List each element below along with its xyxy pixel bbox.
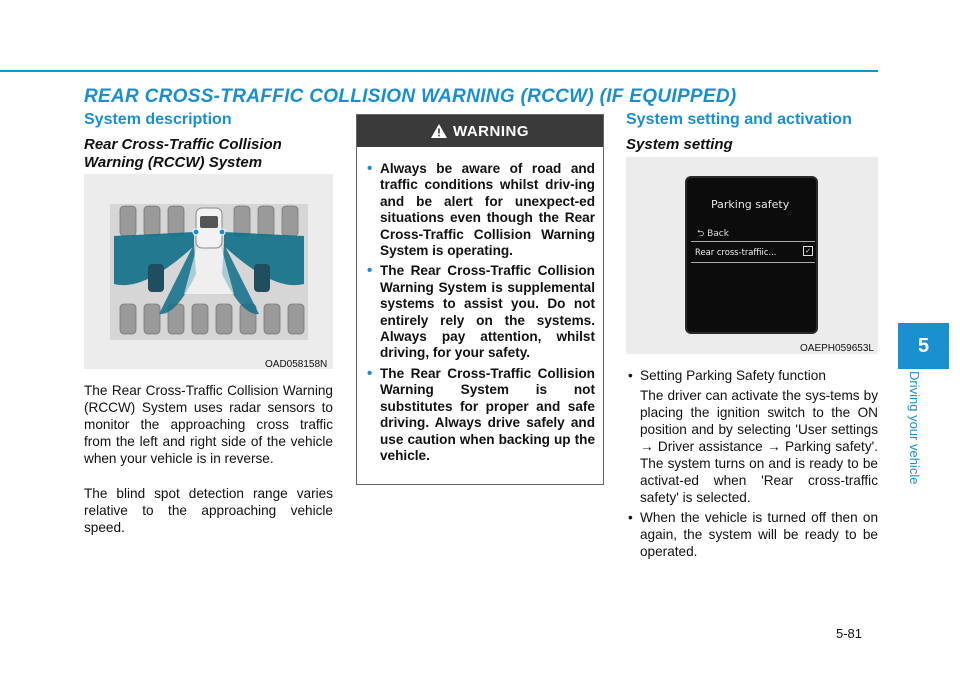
system-setting-subheading: System setting (626, 136, 733, 153)
screen-divider (691, 241, 815, 242)
screen-menu-item: Rear cross-traffiic... (695, 247, 777, 257)
right-image-code: OAEPH059653L (800, 343, 874, 354)
screen-divider (691, 262, 815, 263)
bullet-title: Setting Parking Safety function (640, 368, 826, 383)
page-title: REAR CROSS-TRAFFIC COLLISION WARNING (RCCW) (IF EQUIPPED) (84, 86, 737, 107)
bullet-item (626, 509, 878, 560)
warning-box (356, 114, 604, 485)
paragraph-2: The blind spot detection range varies relative to the approaching vehicle speed. (84, 486, 333, 535)
bullet-item (626, 367, 878, 506)
warning-header (357, 115, 603, 147)
screen-back-button (697, 226, 729, 242)
warning-triangle-icon (431, 124, 447, 138)
warning-item: • The Rear Cross-Traffic Collision Warning System is supplemental systems to assist you. Do not entirely rely on the systems. Always pay attention, whilst driving, for your safety. (371, 263, 595, 361)
warning-item: • The Rear Cross-Traffic Collision Warning System is not substitutes for proper and safe driving. Always drive safely and use caution when backing up the vehicle. (371, 366, 595, 464)
system-setting-activation-heading: System setting and activation (626, 111, 852, 128)
back-arrow-icon: ⮌ (697, 229, 705, 239)
rccw-subheading: Rear Cross-Traffic Collision Warning (RCCW) System (84, 136, 282, 171)
checkbox-checked-icon: ✓ (803, 246, 813, 256)
page-number: 5-81 (836, 626, 863, 641)
screen-back-label: Back (707, 229, 729, 239)
chapter-tab: 5 (898, 323, 949, 369)
top-rule (0, 70, 878, 72)
parking-lot-illustration (84, 174, 333, 369)
system-description-heading: System description (84, 111, 232, 128)
paragraph-1: The Rear Cross-Traffic Collision Warning (RCCW) System uses radar sensors to monitor the approaching cross traffic from the left and right side of the vehicle when your vehicle is in reverse. (84, 383, 333, 466)
left-image-code: OAD058158N (265, 359, 328, 370)
setting-bullet-list (626, 367, 878, 563)
bullet-body: The driver can activate the sys-tems by placing the ignition switch to the ON position and by selecting 'User settings → Driver assistance → Parking safety'. The system turns on and is ready to be activat-ed when 'Rear cross-traffic safety' is selected. (640, 388, 878, 505)
warning-item: • Always be aware of road and traffic conditions whilst driv-ing and be alert for unexpect-ed situations even though the Rear Cross-Traffic Collision Warning System is operating. (371, 161, 595, 259)
rccw-diagram (84, 174, 333, 369)
chapter-label: Driving your vehicle (907, 371, 922, 485)
bullet-title: When the vehicle is turned off then on again, the system will be ready to be operated. (640, 510, 878, 559)
warning-label: WARNING (453, 122, 529, 140)
display-screen (685, 176, 818, 334)
warning-list (357, 147, 603, 464)
screen-title: Parking safety (711, 198, 790, 211)
